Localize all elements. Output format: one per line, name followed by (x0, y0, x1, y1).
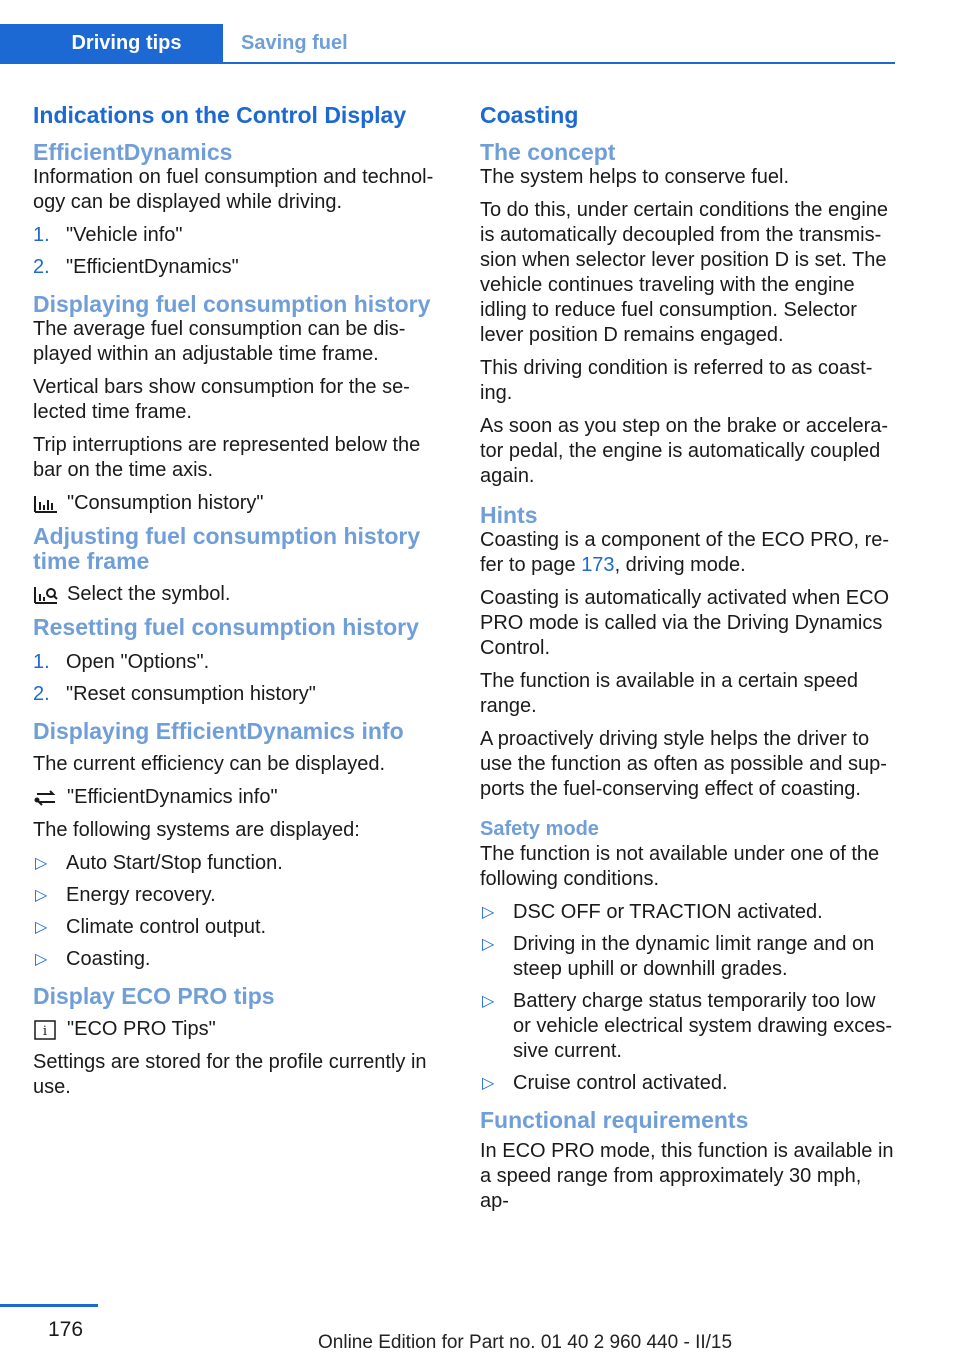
paragraph-speed-range: The function is available in a certain speed range. (480, 670, 859, 717)
list-item (480, 1071, 895, 1096)
paragraph-current-efficiency: The current efficiency can be displayed. (33, 753, 386, 775)
list-item-text: Energy recovery. (66, 884, 216, 906)
eco-pro-tips-line (33, 1017, 448, 1042)
paragraph-not-available: The function is not available under one of the following conditions. (480, 843, 880, 890)
list-item-text: Driving in the dynamic limit range and on steep uphill or downhill grades. (513, 933, 875, 980)
systems-list (33, 851, 448, 972)
heading-control-display: Indications on the Control Display (33, 102, 407, 128)
heading-the-concept: The concept (480, 139, 616, 165)
list-item (33, 255, 448, 280)
list-item-text: Climate control output. (66, 916, 267, 938)
list-item-text: Open "Options". (66, 651, 210, 673)
list-item (33, 682, 448, 707)
select-symbol-label: Select the symbol. (67, 583, 231, 605)
paragraph-following-systems: The following systems are displayed: (33, 819, 360, 841)
consumption-history-label: "Consumption history" (67, 492, 264, 514)
left-column (33, 100, 448, 1108)
header-tab-bar (0, 24, 895, 64)
paragraph-eco-pro-mode: In ECO PRO mode, this function is available in a speed range from approximately 30 mph, ap‐ (480, 1140, 894, 1212)
select-symbol-line (33, 582, 448, 607)
heading-resetting-history: Resetting fuel consumption history (33, 614, 419, 640)
triangle-bullet-icon: ▷ (35, 855, 48, 872)
consumption-history-line (33, 491, 448, 516)
paragraph-proactive: A proactively driving style helps the driver to use the function as often as possible and sup‐ports the fuel-conserving effect of coasting. (480, 728, 887, 800)
list-item (33, 915, 448, 940)
steps-list-reset (33, 650, 448, 707)
heading-eco-pro-tips: Display ECO PRO tips (33, 983, 275, 1009)
conditions-list (480, 900, 895, 1096)
list-item (33, 947, 448, 972)
heading-efficientdynamics: EfficientDynamics (33, 139, 233, 165)
triangle-bullet-icon: ▷ (35, 951, 48, 968)
component-text-before: Coasting is a component of the ECO PRO, re‐fer to page (480, 529, 890, 576)
page-number: 176 (48, 1318, 84, 1341)
list-item (480, 989, 895, 1064)
tab-driving-tips[interactable] (0, 24, 223, 62)
paragraph-helps: The system helps to conserve fuel. (480, 166, 790, 188)
triangle-bullet-icon: ▷ (35, 887, 48, 904)
list-item-text: Coasting. (66, 948, 151, 970)
steps-list-efficientdynamics (33, 223, 448, 280)
list-item-text: Auto Start/Stop function. (66, 852, 283, 874)
paragraph-vertical-bars: Vertical bars show consumption for the se‐lected time frame. (33, 376, 410, 423)
component-text-after: , driving mode. (614, 554, 746, 576)
list-item-text: Cruise control activated. (513, 1072, 728, 1094)
list-item (480, 900, 895, 925)
list-number: 2. (33, 256, 50, 278)
efficient-dynamics-icon (33, 788, 59, 808)
efficientdynamics-info-label: "EfficientDynamics info" (67, 786, 278, 808)
triangle-bullet-icon: ▷ (35, 919, 48, 936)
list-number: 1. (33, 651, 50, 673)
paragraph-as-soon: As soon as you step on the brake or accelera‐tor pedal, the engine is automatically coupled again. (480, 415, 889, 487)
triangle-bullet-icon: ▷ (482, 993, 495, 1010)
bar-chart-adjust-icon (33, 585, 59, 605)
heading-safety-mode: Safety mode (480, 818, 599, 840)
info-icon (33, 1020, 59, 1040)
list-item-text: "EfficientDynamics" (66, 256, 239, 278)
list-number: 1. (33, 224, 50, 246)
paragraph-referred: This driving condition is referred to as coast‐ing. (480, 357, 873, 404)
right-column (480, 100, 895, 1222)
list-number: 2. (33, 683, 50, 705)
list-item (33, 851, 448, 876)
heading-coasting: Coasting (480, 102, 579, 128)
triangle-bullet-icon: ▷ (482, 1075, 495, 1092)
tab-saving-fuel-label: Saving fuel (241, 32, 348, 54)
edition-note: Online Edition for Part no. 01 40 2 960 440 - II/15 (318, 1332, 733, 1353)
paragraph-component (480, 528, 895, 578)
paragraph-info: Information on fuel consumption and technol‐ogy can be displayed while driving. (33, 166, 434, 213)
list-item (480, 932, 895, 982)
footer-accent-line (0, 1304, 98, 1307)
triangle-bullet-icon: ▷ (482, 904, 495, 921)
heading-displaying-history: Displaying fuel consumption history (33, 291, 431, 317)
list-item-text: Battery charge status temporarily too low or vehicle electrical system drawing exces‐sive current. (513, 990, 893, 1062)
heading-hints: Hints (480, 502, 538, 528)
svg-text:i: i (42, 1023, 48, 1039)
list-item-text: "Vehicle info" (66, 224, 183, 246)
list-item (33, 223, 448, 248)
paragraph-average: The average fuel consumption can be dis‐played within an adjustable time frame. (33, 318, 406, 365)
paragraph-settings: Settings are stored for the profile currently in use. (33, 1051, 427, 1098)
list-item-text: DSC OFF or TRACTION activated. (513, 901, 823, 923)
paragraph-auto-activated: Coasting is automatically activated when ECO PRO mode is called via the Driving Dynamics Control. (480, 587, 890, 659)
list-item-text: "Reset consumption history" (66, 683, 316, 705)
heading-adjusting-time-frame: Adjusting fuel consumption history time frame (33, 523, 421, 574)
efficientdynamics-info-line (33, 785, 448, 810)
list-item (33, 650, 448, 675)
paragraph-trip: Trip interruptions are represented below the bar on the time axis. (33, 434, 421, 481)
page-reference-link[interactable]: 173 (581, 554, 615, 576)
tab-driving-tips-label: Driving tips (71, 31, 182, 54)
eco-pro-tips-label: "ECO PRO Tips" (67, 1018, 216, 1040)
triangle-bullet-icon: ▷ (482, 936, 495, 953)
bar-chart-icon (33, 494, 59, 514)
paragraph-decoupled: To do this, under certain conditions the engine is automatically decoupled from the transmis‐sion when selector lever position D is set. The vehicle continues traveling with the engine idling to reduce fuel consumption. Selector lever position D remains engaged. (480, 199, 889, 346)
list-item (33, 883, 448, 908)
tab-saving-fuel[interactable] (241, 24, 348, 62)
heading-displaying-info: Displaying EfficientDynamics info (33, 718, 404, 744)
heading-functional-requirements: Functional requirements (480, 1107, 749, 1133)
